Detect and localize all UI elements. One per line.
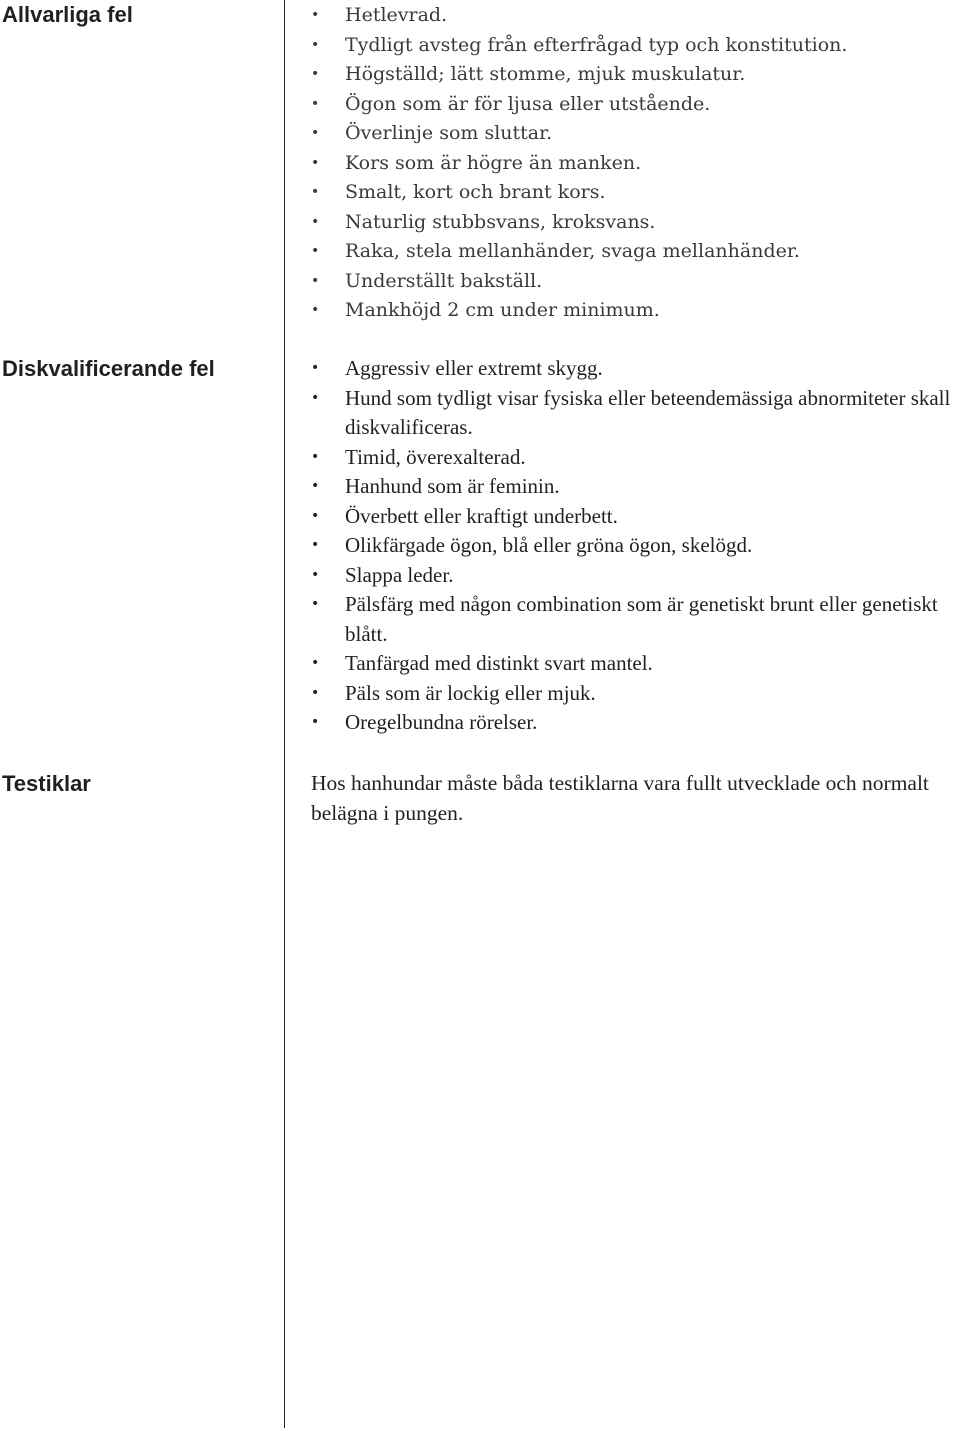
list-item: • Kors som är högre än manken. <box>311 149 959 179</box>
list-item: • Pälsfärg med någon combination som är genetiskt brunt eller genetiskt blått. <box>311 590 959 649</box>
list-item: • Hetlevrad. <box>311 1 959 31</box>
list-item: • Oregelbundna rörelser. <box>311 708 959 738</box>
list-item: • Olikfärgade ögon, blå eller gröna ögon, skelögd. <box>311 531 959 561</box>
heading-allvarliga-fel: Allvarliga fel <box>2 2 133 27</box>
allvarliga-fel-list <box>311 1 959 326</box>
list-item: • Överbett eller kraftigt underbett. <box>311 502 959 532</box>
list-item: • Naturlig stubbsvans, kroksvans. <box>311 208 959 238</box>
list-item: • Underställt bakställ. <box>311 267 959 297</box>
list-item: • Tydligt avsteg från efterfrågad typ och konstitution. <box>311 31 959 61</box>
list-item: • Högställd; lätt stomme, mjuk muskulatur. <box>311 60 959 90</box>
list-item: • Överlinje som sluttar. <box>311 119 959 149</box>
diskvalificerande-fel-list <box>311 354 959 738</box>
list-item: • Aggressiv eller extremt skygg. <box>311 354 959 384</box>
list-item: • Raka, stela mellanhänder, svaga mellanhänder. <box>311 237 959 267</box>
list-item: • Timid, överexalterad. <box>311 443 959 473</box>
list-item: • Ögon som är för ljusa eller utstående. <box>311 90 959 120</box>
heading-diskvalificerande-fel: Diskvalificerande fel <box>2 356 215 381</box>
list-item: • Smalt, kort och brant kors. <box>311 178 959 208</box>
list-item: • Mankhöjd 2 cm under minimum. <box>311 296 959 326</box>
list-item: • Tanfärgad med distinkt svart mantel. <box>311 649 959 679</box>
list-item: • Päls som är lockig eller mjuk. <box>311 679 959 709</box>
list-item: • Slappa leder. <box>311 561 959 591</box>
column-divider <box>284 0 285 1428</box>
testiklar-text: Hos hanhundar måste båda testiklarna vara fullt utvecklade och normalt belägna i pungen. <box>311 771 929 825</box>
heading-testiklar: Testiklar <box>2 771 91 796</box>
list-item: • Hanhund som är feminin. <box>311 472 959 502</box>
list-item: • Hund som tydligt visar fysiska eller beteendemässiga abnormiteter skall diskvalificeras. <box>311 384 959 443</box>
